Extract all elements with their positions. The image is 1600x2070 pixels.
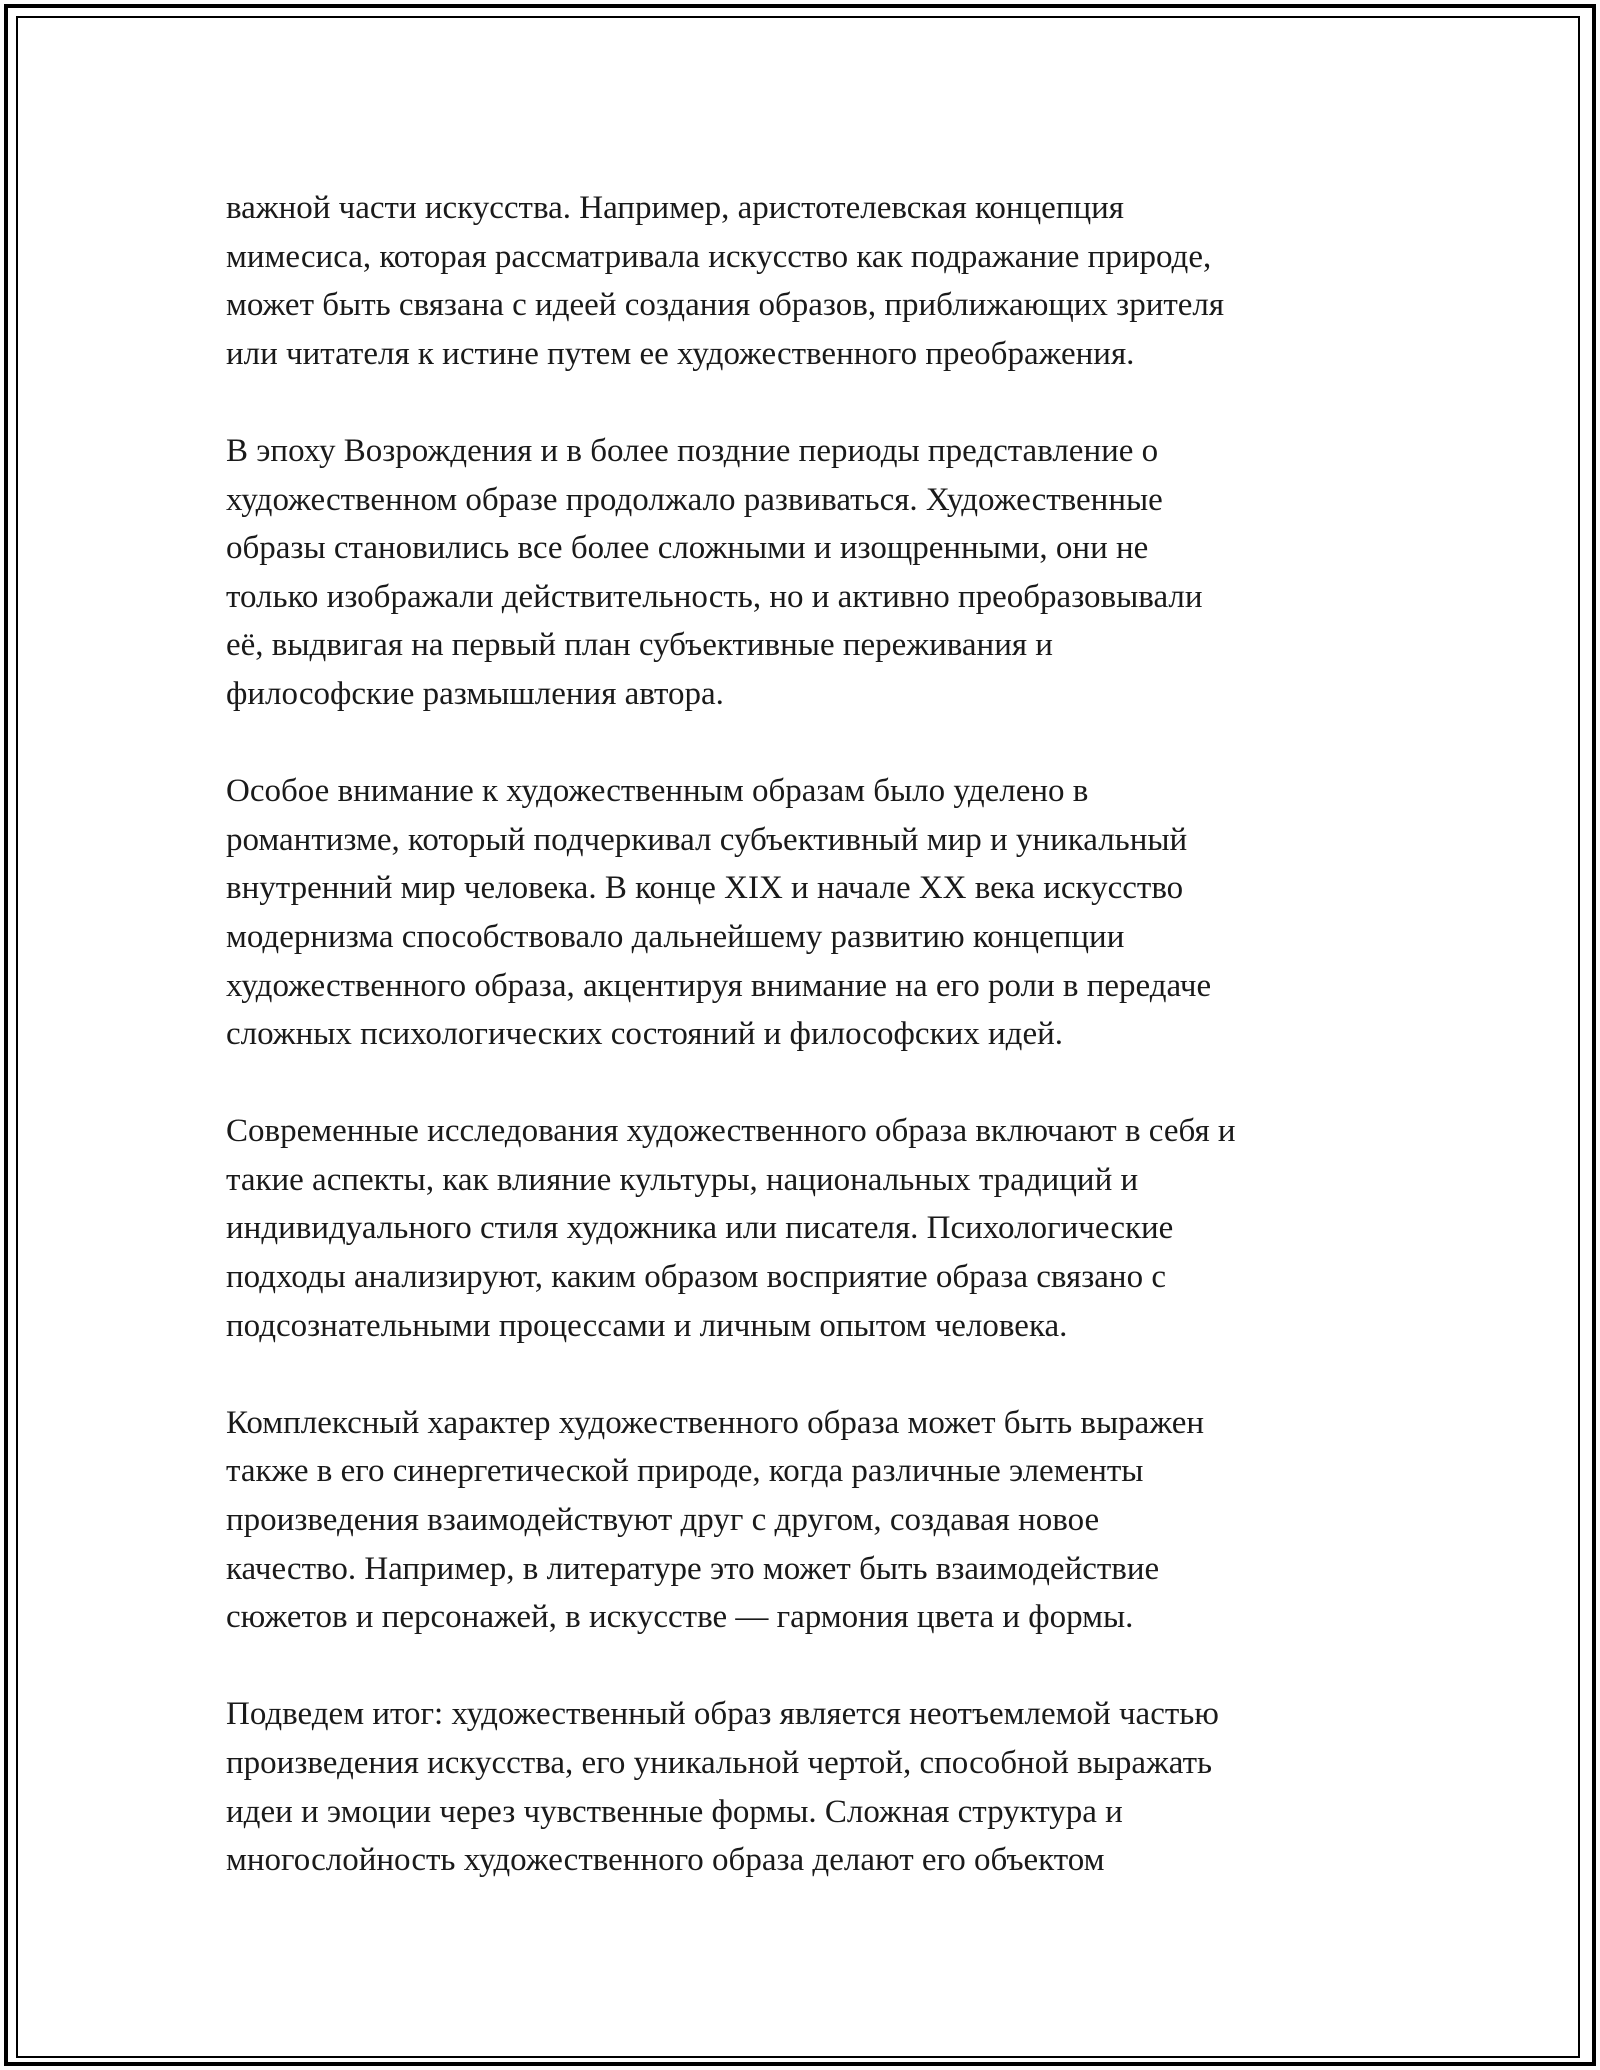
text-line: только изображали действительность, но и активно преобразовывали [226, 578, 1203, 615]
text-line: модернизма способствовало дальнейшему развитию концепции [226, 918, 1125, 955]
text-line: образы становились все более сложными и изощренными, они не [226, 530, 1149, 567]
paragraph-4 [226, 1107, 1386, 1350]
text-line: многослойность художественного образа делают его объектом [226, 1842, 1105, 1879]
text-line: художественного образа, акцентируя внимание на его роли в передаче [226, 967, 1212, 1004]
text-line: индивидуального стиля художника или писателя. Психологические [226, 1210, 1174, 1247]
text-line: такие аспекты, как влияние культуры, национальных традиций и [226, 1161, 1139, 1198]
text-line: мимесиса, которая рассматривала искусство как подражание природе, [226, 238, 1212, 275]
text-line: Комплексный характер художественного образа может быть выражен [226, 1404, 1204, 1441]
text-line: важной части искусства. Например, аристотелевская концепция [226, 190, 1124, 226]
text-line: качество. Например, в литературе это может быть взаимодействие [226, 1550, 1160, 1587]
text-line: внутренний мир человека. В конце XIX и начале XX века искусство [226, 870, 1184, 907]
paragraph-2 [226, 427, 1386, 719]
document-body [226, 184, 1386, 1933]
text-line: может быть связана с идеей создания образов, приближающих зрителя [226, 287, 1225, 324]
text-line: идеи и эмоции через чувственные формы. Сложная структура и [226, 1793, 1123, 1830]
text-line: Особое внимание к художественным образам было уделено в [226, 773, 1089, 810]
text-line: Подведем итог: художественный образ является неотъемлемой частью [226, 1696, 1219, 1733]
text-line: её, выдвигая на первый план субъективные переживания и [226, 627, 1053, 664]
text-line: философские размышления автора. [226, 675, 724, 712]
text-line: подходы анализируют, каким образом восприятие образа связано с [226, 1259, 1166, 1296]
paragraph-1 [226, 184, 1386, 378]
text-line: романтизме, который подчеркивал субъективный мир и уникальный [226, 821, 1188, 858]
paragraph-5 [226, 1399, 1386, 1642]
text-line: произведения взаимодействуют друг с другом, создавая новое [226, 1502, 1100, 1539]
text-line: художественном образе продолжало развиваться. Художественные [226, 481, 1163, 518]
text-line: также в его синергетической природе, когда различные элементы [226, 1453, 1144, 1490]
text-line: сложных психологических состояний и философских идей. [226, 1016, 1064, 1053]
paragraph-6 [226, 1690, 1386, 1884]
text-line: или читателя к истине путем ее художественного преображения. [226, 335, 1135, 372]
text-line: сюжетов и персонажей, в искусстве — гармония цвета и формы. [226, 1599, 1134, 1636]
paragraph-3 [226, 767, 1386, 1059]
text-line: подсознательными процессами и личным опытом человека. [226, 1307, 1068, 1344]
text-line: произведения искусства, его уникальной чертой, способной выражать [226, 1745, 1213, 1781]
text-line: Современные исследования художественного образа включают в себя и [226, 1113, 1236, 1150]
text-line: В эпоху Возрождения и в более поздние периоды представление о [226, 432, 1159, 469]
